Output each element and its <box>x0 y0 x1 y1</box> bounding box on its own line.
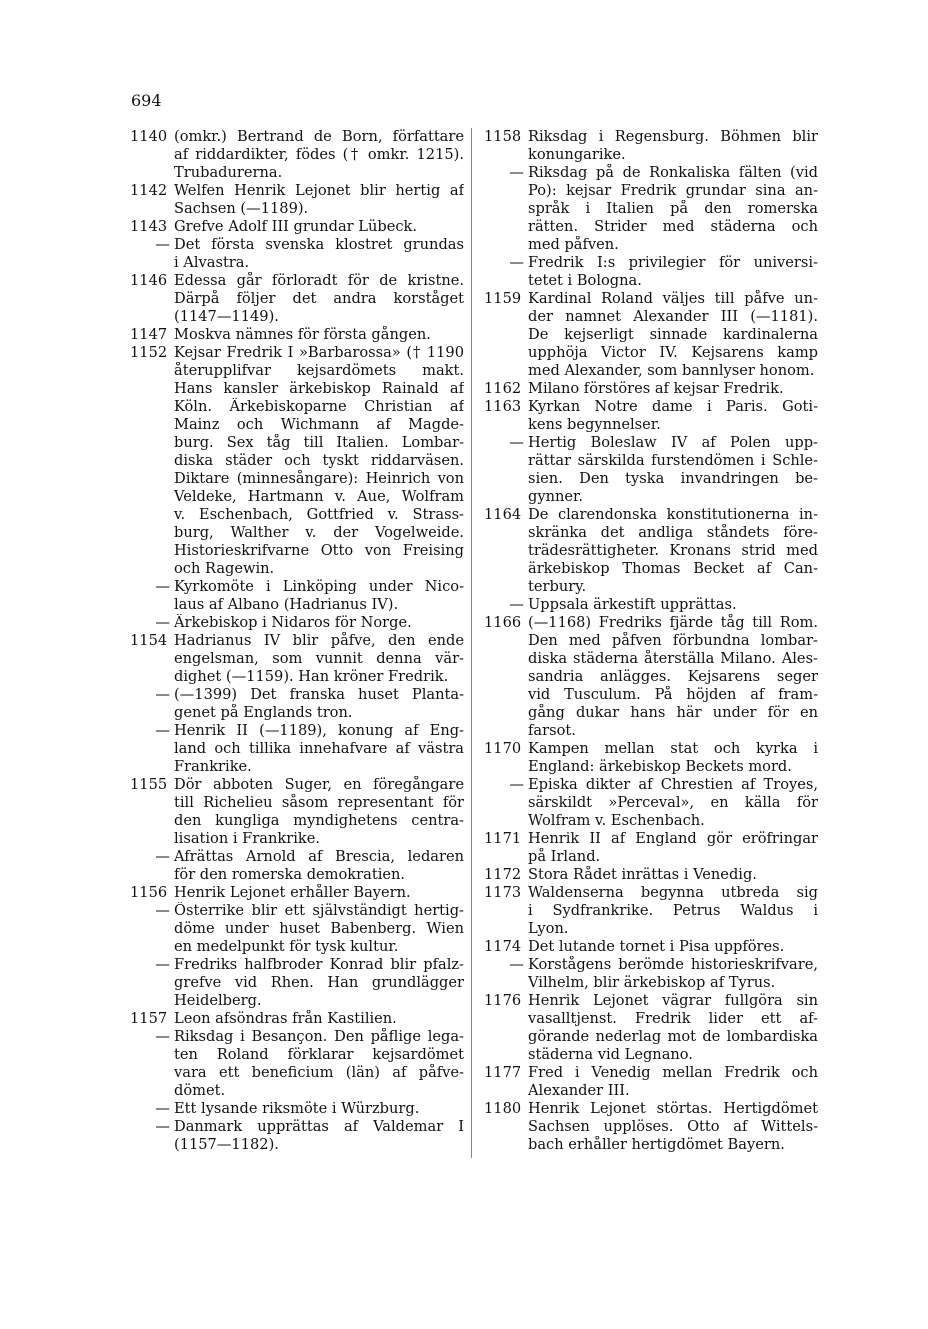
chronology-entry <box>130 182 464 218</box>
entry-line: Köln. Ärkebiskoparne Christian af <box>174 398 464 415</box>
entry-line: särskildt »Perceval», en källa för <box>528 794 818 811</box>
entry-line: Kardinal Roland väljes till påfve un- <box>528 290 818 307</box>
entry-year: 1171 <box>484 830 522 847</box>
chronology-entry <box>130 578 464 614</box>
entry-line: Sachsen upplöses. Otto af Wittels- <box>528 1118 818 1135</box>
entry-line: upphöja Victor IV. Kejsarens kamp <box>528 344 818 361</box>
entry-line: Riksdag på de Ronkaliska fälten (vid <box>528 164 818 181</box>
entry-line: England: ärkebiskop Beckets mord. <box>528 758 792 775</box>
chronology-entry <box>484 164 818 254</box>
chronology-entry <box>484 884 818 938</box>
entry-line: Afrättas Arnold af Brescia, ledaren <box>174 848 464 865</box>
entry-line: med påfven. <box>528 236 619 253</box>
entry-dash: — <box>155 956 170 973</box>
entry-dash: — <box>155 614 170 631</box>
entry-line: Heidelberg. <box>174 992 262 1009</box>
entry-line: städerna vid Legnano. <box>528 1046 693 1063</box>
chronology-entry <box>130 1100 464 1118</box>
entry-text <box>528 776 818 830</box>
right-column <box>484 128 818 1154</box>
entry-year: 1177 <box>484 1064 522 1081</box>
entry-text <box>174 344 464 578</box>
entry-line: Wolfram v. Eschenbach. <box>528 812 705 829</box>
entry-line: Kejsar Fredrik I »Barbarossa» († 1190 <box>174 344 464 361</box>
chronology-entry <box>130 272 464 326</box>
entry-year: 1157 <box>130 1010 168 1027</box>
entry-line: Därpå följer det andra korståget <box>174 290 464 307</box>
entry-dash: — <box>155 578 170 595</box>
entry-line: De clarendonska konstitutionerna in- <box>528 506 818 523</box>
chronology-entry <box>484 254 818 290</box>
chronology-entry <box>130 236 464 272</box>
entry-text <box>528 506 818 596</box>
chronology-entry <box>484 398 818 434</box>
entry-line: Alexander III. <box>528 1082 630 1099</box>
entry-line: Fred i Venedig mellan Fredrik och <box>528 1064 818 1081</box>
entry-text <box>528 1100 818 1154</box>
entry-text <box>174 902 464 956</box>
entry-text <box>528 128 818 164</box>
entry-text <box>174 272 464 326</box>
entry-year: 1147 <box>130 326 168 343</box>
entry-line: Fredrik I:s privilegier för universi- <box>528 254 818 271</box>
entry-line: Sachsen (—1189). <box>174 200 309 217</box>
entry-line: sien. Den tyska invandringen be- <box>528 470 818 487</box>
entry-dash: — <box>155 1100 170 1117</box>
entry-line: Kyrkomöte i Linköping under Nico- <box>174 578 464 595</box>
entry-text <box>528 380 818 398</box>
left-column <box>130 128 464 1154</box>
entry-line: diska städerna återställa Milano. Ales- <box>528 650 818 667</box>
entry-line: Ett lysande riksmöte i Würzburg. <box>174 1100 420 1117</box>
entry-line: Henrik Lejonet erhåller Bayern. <box>174 884 411 901</box>
column-divider <box>471 128 472 1158</box>
entry-line: kens begynnelser. <box>528 416 661 433</box>
entry-text <box>528 884 818 938</box>
entry-line: Waldenserna begynna utbreda sig <box>528 884 818 901</box>
entry-line: döme under huset Babenberg. Wien <box>174 920 464 937</box>
entry-text <box>528 740 818 776</box>
entry-text <box>528 830 818 866</box>
entry-text <box>528 938 818 956</box>
entry-text <box>174 956 464 1010</box>
chronology-entry <box>130 902 464 956</box>
entry-year: 1152 <box>130 344 168 361</box>
entry-line: Det lutande tornet i Pisa uppföres. <box>528 938 785 955</box>
entry-line: Lyon. <box>528 920 569 937</box>
entry-line: (—1399) Det franska huset Planta- <box>174 686 464 703</box>
entry-year: 1158 <box>484 128 522 145</box>
entry-line: genet på Englands tron. <box>174 704 353 721</box>
entry-text <box>174 218 464 236</box>
entry-line: språk i Italien på den romerska <box>528 200 818 217</box>
entry-line: för den romerska demokratien. <box>174 866 406 883</box>
entry-line: dömet. <box>174 1082 226 1099</box>
entry-text <box>174 776 464 848</box>
entry-line: Frankrike. <box>174 758 252 775</box>
entry-line: Moskva nämnes för första gången. <box>174 326 431 343</box>
chronology-entry <box>130 632 464 686</box>
entry-year: 1172 <box>484 866 522 883</box>
entry-line: Diktare (minnesångare): Heinrich von <box>174 470 464 487</box>
entry-line: Trubadurerna. <box>174 164 283 181</box>
chronology-entry <box>130 344 464 578</box>
entry-line: Fredriks halfbroder Konrad blir pfalz- <box>174 956 464 973</box>
chronology-entry <box>484 866 818 884</box>
entry-text <box>528 254 818 290</box>
entry-text <box>174 236 464 272</box>
entry-text <box>174 614 464 632</box>
chronology-entry <box>484 380 818 398</box>
entry-text <box>174 182 464 218</box>
chronology-entry <box>484 992 818 1064</box>
entry-line: Hadrianus IV blir påfve, den ende <box>174 632 464 649</box>
entry-line: en medelpunkt för tysk kultur. <box>174 938 399 955</box>
entry-year: 1142 <box>130 182 168 199</box>
entry-text <box>174 128 464 182</box>
entry-text <box>528 398 818 434</box>
entry-line: Hans kansler ärkebiskop Rainald af <box>174 380 464 397</box>
entry-dash: — <box>509 776 524 793</box>
entry-line: Den med påfven förbundna lombar- <box>528 632 818 649</box>
entry-line: laus af Albano (Hadrianus IV). <box>174 596 399 613</box>
entry-text <box>174 848 464 884</box>
entry-year: 1155 <box>130 776 168 793</box>
entry-text <box>174 884 464 902</box>
chronology-entry <box>130 956 464 1010</box>
chronology-entry <box>484 506 818 596</box>
entry-line: (omkr.) Bertrand de Born, författare <box>174 128 464 145</box>
entry-text <box>174 632 464 686</box>
entry-line: Henrik II af England gör eröfringar <box>528 830 818 847</box>
chronology-entry <box>484 434 818 506</box>
entry-line: (1157—1182). <box>174 1136 279 1153</box>
entry-year: 1173 <box>484 884 522 901</box>
entry-line: med Alexander, som bannlyser honom. <box>528 362 815 379</box>
entry-line: (1147—1149). <box>174 308 279 325</box>
entry-year: 1146 <box>130 272 168 289</box>
chronology-entry <box>484 128 818 164</box>
entry-line: Henrik II (—1189), konung af Eng- <box>174 722 464 739</box>
entry-line: Riksdag i Besançon. Den påflige lega- <box>174 1028 464 1045</box>
entry-line: gång dukar hans här under för en <box>528 704 818 721</box>
entry-line: Historieskrifvarne Otto von Freising <box>174 542 464 559</box>
entry-line: Korstågens berömde historieskrifvare, <box>528 956 818 973</box>
chronology-entry <box>130 686 464 722</box>
chronology-entry <box>484 1100 818 1154</box>
entry-line: der namnet Alexander III (—1181). <box>528 308 818 325</box>
entry-line: tetet i Bologna. <box>528 272 642 289</box>
entry-year: 1156 <box>130 884 168 901</box>
entry-line: engelsman, som vunnit denna vär- <box>174 650 464 667</box>
entry-year: 1162 <box>484 380 522 397</box>
entry-line: Uppsala ärkestift upprättas. <box>528 596 737 613</box>
chronology-entry <box>130 326 464 344</box>
entry-line: Riksdag i Regensburg. Böhmen blir <box>528 128 818 145</box>
entry-line: Milano förstöres af kejsar Fredrik. <box>528 380 784 397</box>
entry-line: bach erhåller hertigdömet Bayern. <box>528 1136 785 1153</box>
entry-dash: — <box>155 1028 170 1045</box>
entry-dash: — <box>155 848 170 865</box>
entry-dash: — <box>509 254 524 271</box>
entry-year: 1140 <box>130 128 168 145</box>
entry-line: Henrik Lejonet störtas. Hertigdömet <box>528 1100 818 1117</box>
entry-line: v. Eschenbach, Gottfried v. Strass- <box>174 506 464 523</box>
entry-dash: — <box>509 956 524 973</box>
entry-year: 1166 <box>484 614 522 631</box>
entry-line: på Irland. <box>528 848 601 865</box>
entry-year: 1163 <box>484 398 522 415</box>
entry-line: skränka det andliga ståndets före- <box>528 524 818 541</box>
entry-text <box>528 992 818 1064</box>
entry-line: i Sydfrankrike. Petrus Waldus i <box>528 902 818 919</box>
entry-line: burg, Walther v. der Vogelweide. <box>174 524 464 541</box>
entry-line: Welfen Henrik Lejonet blir hertig af <box>174 182 464 199</box>
entry-line: Stora Rådet inrättas i Venedig. <box>528 866 757 883</box>
entry-text <box>528 866 818 884</box>
chronology-entry <box>484 290 818 380</box>
entry-line: Kyrkan Notre dame i Paris. Goti- <box>528 398 818 415</box>
entry-text <box>528 614 818 740</box>
entry-line: görande nederlag mot de lombardiska <box>528 1028 818 1045</box>
entry-year: 1143 <box>130 218 168 235</box>
entry-dash: — <box>155 686 170 703</box>
entry-line: ärkebiskop Thomas Becket af Can- <box>528 560 818 577</box>
entry-line: vara ett beneficium (län) af påfve- <box>174 1064 464 1081</box>
entry-year: 1164 <box>484 506 522 523</box>
chronology-entry <box>130 128 464 182</box>
entry-text <box>174 722 464 776</box>
entry-line: De kejserligt sinnade kardinalerna <box>528 326 818 343</box>
entry-line: vasalltjenst. Fredrik lider ett af- <box>528 1010 818 1027</box>
entry-line: Henrik Lejonet vägrar fullgöra sin <box>528 992 818 1009</box>
chronology-entry <box>484 956 818 992</box>
chronology-entry <box>484 740 818 776</box>
entry-line: Veldeke, Hartmann v. Aue, Wolfram <box>174 488 464 505</box>
entry-dash: — <box>155 722 170 739</box>
entry-text <box>174 578 464 614</box>
chronology-entry <box>130 1028 464 1100</box>
entry-line: gynner. <box>528 488 584 505</box>
chronology-entry <box>130 218 464 236</box>
entry-text <box>174 326 464 344</box>
entry-line: Grefve Adolf III grundar Lübeck. <box>174 218 417 235</box>
entry-line: och Ragewin. <box>174 560 275 577</box>
chronology-entry <box>130 884 464 902</box>
entry-dash: — <box>509 596 524 613</box>
entry-line: Hertig Boleslaw IV af Polen upp- <box>528 434 818 451</box>
chronology-entry <box>130 1010 464 1028</box>
entry-year: 1174 <box>484 938 522 955</box>
entry-text <box>528 434 818 506</box>
entry-line: (—1168) Fredriks fjärde tåg till Rom. <box>528 614 818 631</box>
entry-line: sandria anlägges. Kejsarens seger <box>528 668 818 685</box>
chronology-entry <box>484 614 818 740</box>
chronology-entry <box>130 722 464 776</box>
chronology-entry <box>484 776 818 830</box>
chronology-entry <box>130 1118 464 1154</box>
entry-text <box>528 290 818 380</box>
entry-line: Det första svenska klostret grundas <box>174 236 464 253</box>
entry-line: grefve vid Rhen. Han grundlägger <box>174 974 464 991</box>
entry-line: diska städer och tyskt riddarväsen. <box>174 452 464 469</box>
entry-year: 1159 <box>484 290 522 307</box>
entry-line: Ärkebiskop i Nidaros för Norge. <box>174 614 412 631</box>
entry-line: återupplifvar kejsardömets makt. <box>174 362 464 379</box>
entry-year: 1170 <box>484 740 522 757</box>
entry-line: rättar särskilda furstendömen i Schle- <box>528 452 818 469</box>
chronology-entry <box>484 830 818 866</box>
chronology-entry <box>130 848 464 884</box>
entry-dash: — <box>155 1118 170 1135</box>
entry-line: Vilhelm, blir ärkebiskop af Tyrus. <box>528 974 776 991</box>
chronology-entry <box>130 614 464 632</box>
entry-text <box>174 686 464 722</box>
entry-dash: — <box>509 164 524 181</box>
chronology-entry <box>484 938 818 956</box>
entry-line: rätten. Strider med städerna och <box>528 218 818 235</box>
entry-line: Dör abboten Suger, en föregångare <box>174 776 464 793</box>
entry-text <box>528 596 818 614</box>
entry-dash: — <box>155 236 170 253</box>
entry-line: den kungliga myndighetens centra- <box>174 812 464 829</box>
entry-line: af riddardikter, födes († omkr. 1215). <box>174 146 464 163</box>
entry-line: burg. Sex tåg till Italien. Lombar- <box>174 434 464 451</box>
entry-line: terbury. <box>528 578 587 595</box>
entry-dash: — <box>509 434 524 451</box>
entry-text <box>528 1064 818 1100</box>
chronology-entry <box>484 596 818 614</box>
entry-line: i Alvastra. <box>174 254 250 271</box>
entry-line: dighet (—1159). Han kröner Fredrik. <box>174 668 449 685</box>
entry-line: land och tillika innehafvare af västra <box>174 740 464 757</box>
entry-year: 1180 <box>484 1100 522 1117</box>
entry-text <box>174 1118 464 1154</box>
entry-line: konungarike. <box>528 146 626 163</box>
entry-text <box>528 956 818 992</box>
entry-line: trädesrättigheter. Kronans strid med <box>528 542 818 559</box>
entry-text <box>174 1100 464 1118</box>
chronology-entry <box>484 1064 818 1100</box>
entry-line: vid Tusculum. På höjden af fram- <box>528 686 818 703</box>
entry-line: lisation i Frankrike. <box>174 830 320 847</box>
entry-dash: — <box>155 902 170 919</box>
entry-line: Danmark upprättas af Valdemar I <box>174 1118 464 1135</box>
page-number: 694 <box>131 91 162 110</box>
entry-text <box>174 1028 464 1100</box>
entry-text <box>174 1010 464 1028</box>
entry-line: Leon afsöndras från Kastilien. <box>174 1010 397 1027</box>
entry-line: Edessa går förloradt för de kristne. <box>174 272 464 289</box>
entry-line: Österrike blir ett självständigt hertig- <box>174 902 464 919</box>
entry-line: Episka dikter af Chrestien af Troyes, <box>528 776 818 793</box>
entry-year: 1154 <box>130 632 168 649</box>
entry-text <box>528 164 818 254</box>
entry-line: till Richelieu såsom representant för <box>174 794 464 811</box>
entry-line: Kampen mellan stat och kyrka i <box>528 740 818 757</box>
entry-line: Po): kejsar Fredrik grundar sina an- <box>528 182 818 199</box>
entry-line: Mainz och Wichmann af Magde- <box>174 416 464 433</box>
entry-line: ten Roland förklarar kejsardömet <box>174 1046 464 1063</box>
entry-year: 1176 <box>484 992 522 1009</box>
entry-line: farsot. <box>528 722 576 739</box>
chronology-entry <box>130 776 464 848</box>
